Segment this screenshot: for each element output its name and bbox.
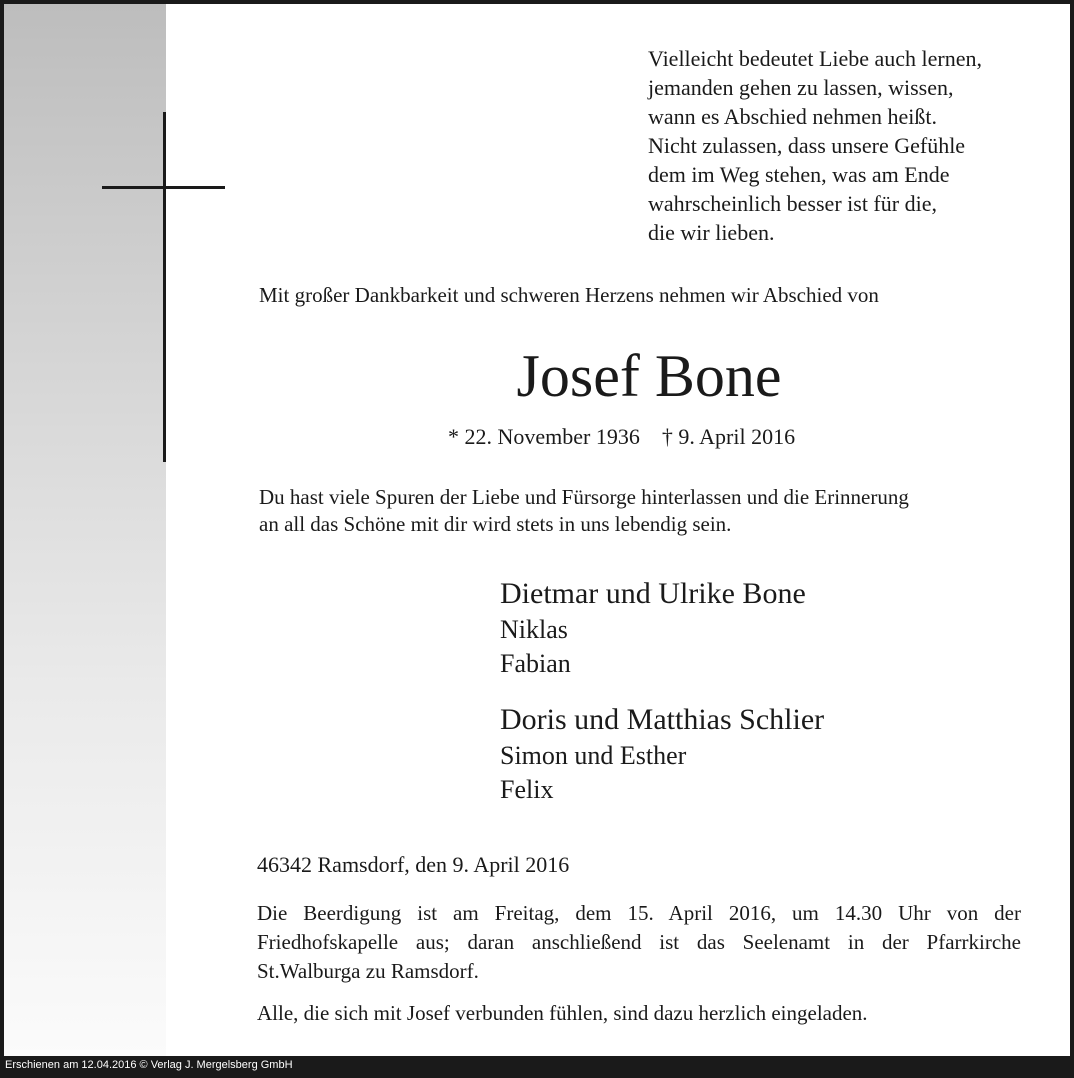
tribute-line: Du hast viele Spuren der Liebe und Fürsorge hinterlassen und die Erinnerung — [259, 485, 909, 509]
poem — [648, 44, 982, 247]
tribute-text — [259, 484, 1049, 538]
family-group-schlier — [500, 701, 824, 807]
intro-text: Mit großer Dankbarkeit und schweren Herzens nehmen wir Abschied von — [259, 283, 879, 307]
funeral-line: St.Walburga zu Ramsdorf. — [257, 959, 479, 983]
funeral-line: Friedhofskapelle aus; daran anschließend ist das Seelenamt in der Pfarrkirche — [257, 930, 1021, 954]
family-head: Doris und Matthias Schlier — [500, 703, 825, 736]
side-gradient-panel — [4, 4, 166, 1056]
footer-text: Erschienen am 12.04.2016 © Verlag J. Mergelsberg GmbH — [5, 1059, 293, 1071]
poem-line: Nicht zulassen, dass unsere Gefühle — [648, 133, 966, 158]
poem-line: wahrscheinlich besser ist für die, — [648, 191, 937, 216]
family-group-bone — [500, 575, 806, 681]
family-member: Niklas — [500, 615, 568, 644]
poem-line: jemanden gehen zu lassen, wissen, — [648, 75, 954, 100]
invitation-text: Alle, die sich mit Josef verbunden fühlen, sind dazu herzlich eingeladen. — [257, 1001, 868, 1025]
family-member: Fabian — [500, 649, 571, 678]
funeral-line: Die Beerdigung ist am Freitag, dem 15. April 2016, um 14.30 Uhr von der — [257, 901, 1021, 925]
life-dates — [448, 424, 795, 450]
birth-date: * 22. November 1936 — [448, 424, 640, 449]
publication-footer — [0, 1056, 1074, 1078]
poem-line: dem im Weg stehen, was am Ende — [648, 162, 950, 187]
poem-line: die wir lieben. — [648, 220, 775, 245]
place-date: 46342 Ramsdorf, den 9. April 2016 — [257, 852, 570, 877]
family-member: Felix — [500, 775, 554, 804]
death-date: † 9. April 2016 — [661, 424, 796, 449]
poem-line: wann es Abschied nehmen heißt. — [648, 104, 937, 129]
family-head: Dietmar und Ulrike Bone — [500, 577, 806, 610]
poem-line: Vielleicht bedeutet Liebe auch lernen, — [648, 46, 983, 71]
cross-icon-horizontal-bar — [102, 186, 225, 189]
tribute-line: an all das Schöne mit dir wird stets in uns lebendig sein. — [259, 512, 732, 536]
family-member: Simon und Esther — [500, 741, 687, 770]
deceased-name: Josef Bone — [516, 343, 782, 409]
funeral-details — [257, 899, 1021, 986]
